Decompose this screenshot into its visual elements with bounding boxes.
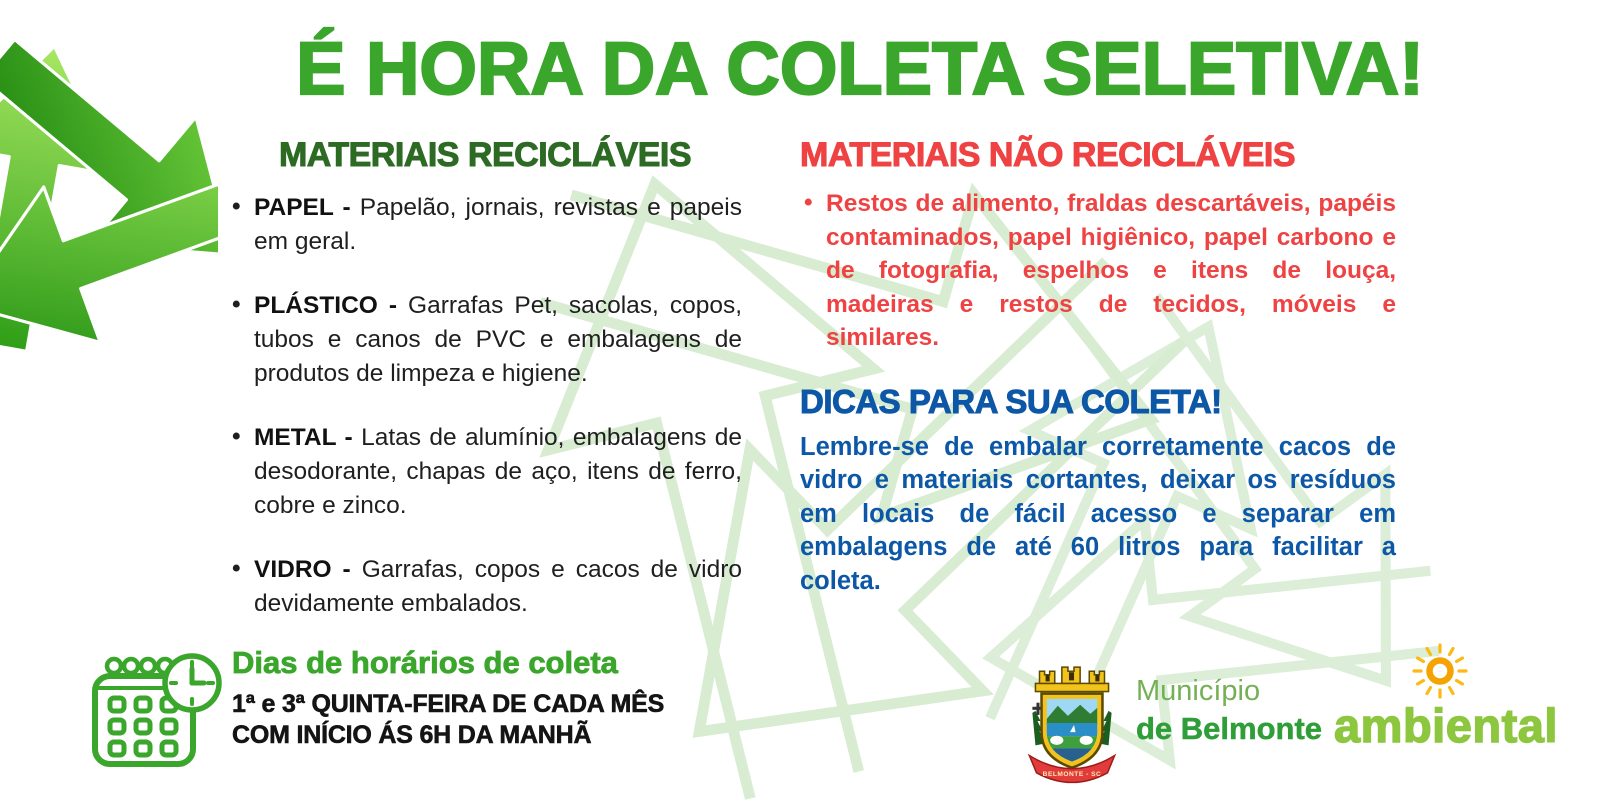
sun-icon [1407,640,1473,702]
municipality-line-1: Município [1136,675,1261,707]
crest-ribbon-label: BELMONTE - SC [1042,770,1102,778]
bullet-dot: • [232,555,241,582]
item-desc: Garrafas, copos e cacos de vidro devidamente embalados. [254,556,742,617]
item-term: METAL - [254,424,353,451]
bullet-dot: • [232,291,241,318]
ambiental-logo [1318,640,1574,753]
schedule-line-1: 1ª e 3ª QUINTA-FEIRA DE CADA MÊS [232,690,665,718]
tips-body: Lembre-se de embalar corretamente cacos de vidro e materiais cortantes, deixar os resíduos em locais de fácil acesso e separar em embalagens de até 60 litros para facilitar a coleta. [800,432,1396,595]
calendar-clock-icon [90,651,222,769]
list-item-papel [228,191,742,259]
belmonte-coat-of-arms [1022,656,1122,788]
schedule-line-2: COM INÍCIO ÁS 6H DA MANHÃ [232,721,592,749]
item-desc: Restos de alimento, fraldas descartáveis, papéis contaminados, papel higiênico, papel carbono e de fotografia, espelhos e itens de louça, madeiras e restos de tecidos, móveis e similares. [826,190,1396,351]
item-desc: Papelão, jornais, revistas e papeis em geral. [254,194,742,255]
non-recyclables-header: MATERIAIS NÃO RECICLÁVEIS [800,136,1296,174]
item-term: VIDRO - [254,556,351,583]
tips-header: DICAS PARA SUA COLETA! [800,382,1222,420]
list-item-plastico [228,289,742,391]
list-item-nao-reciclavel [800,187,1396,355]
item-term: PAPEL - [254,194,351,221]
recyclables-section [228,136,742,621]
list-item-vidro [228,553,742,621]
recycle-arrows-icon [0,0,218,422]
schedule-section [90,645,710,751]
schedule-header: Dias de horários de coleta [232,645,618,680]
recyclables-header: MATERIAIS RECICLÁVEIS [278,136,691,174]
item-desc: Latas de alumínio, embalagens de desodorante, chapas de aço, itens de ferro, cobre e zinco. [254,424,742,519]
page-title: É HORA DA COLETA SELETIVA! [296,27,1424,110]
bullet-dot: • [232,423,241,450]
bullet-dot: • [804,189,813,216]
item-desc: Garrafas Pet, sacolas, copos, tubos e canos de PVC e embalagens de produtos de limpeza e higiene. [254,292,742,387]
ambiental-wordmark: ambiental [1334,699,1558,752]
bullet-dot: • [232,193,241,220]
recyclables-list [228,191,742,621]
non-recyclables-section [800,136,1396,598]
municipality-line-2: de Belmonte [1136,710,1323,746]
list-item-metal [228,421,742,523]
item-term: PLÁSTICO - [254,292,398,319]
non-recyclables-list [800,187,1396,355]
municipality-name [1136,676,1322,746]
